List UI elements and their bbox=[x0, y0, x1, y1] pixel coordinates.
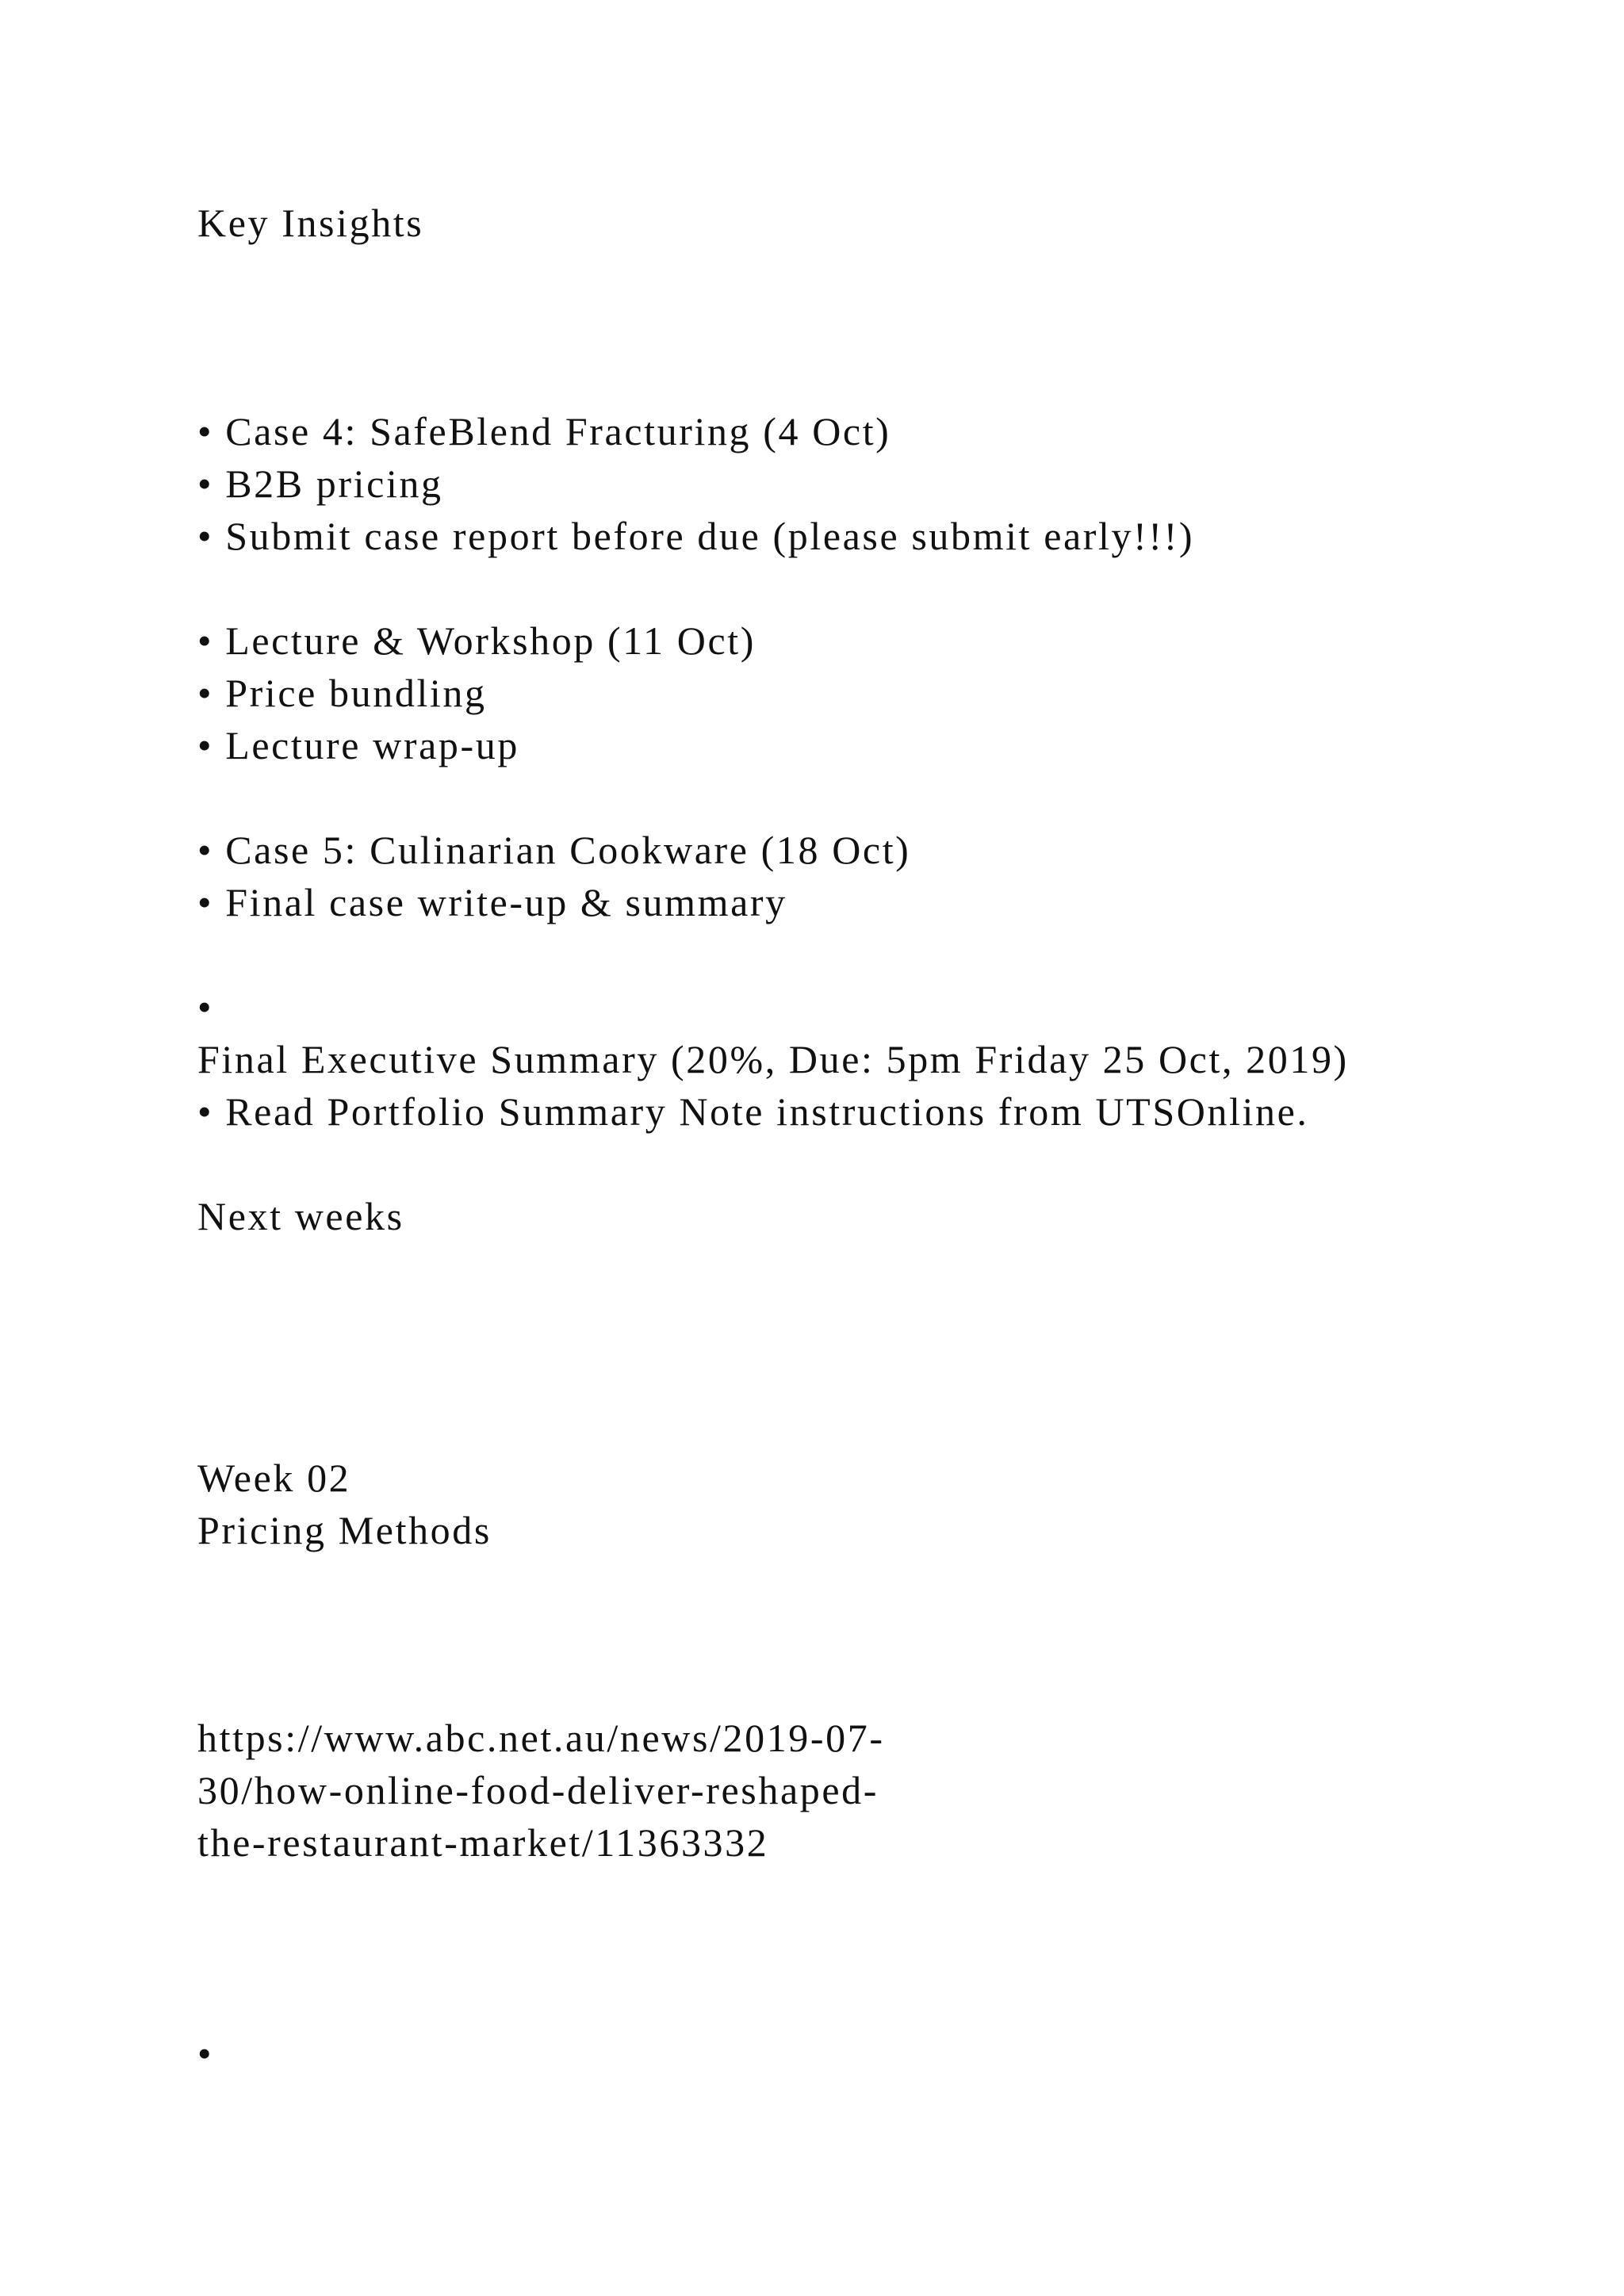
final-executive-summary: Final Executive Summary (20%, Due: 5pm Friday 25 Oct, 2019) bbox=[197, 1037, 1349, 1081]
week-title: Pricing Methods bbox=[197, 1508, 492, 1552]
key-insights-heading: Key Insights bbox=[197, 201, 424, 245]
b2b-pricing-bullet: • B2B pricing bbox=[197, 461, 443, 506]
case5-bullet: • Case 5: Culinarian Cookware (18 Oct) bbox=[197, 828, 911, 872]
lecture-wrapup-bullet: • Lecture wrap-up bbox=[197, 723, 519, 767]
trailing-bullet: • bbox=[197, 2031, 214, 2076]
submit-report-bullet: • Submit case report before due (please submit early!!!) bbox=[197, 514, 1195, 558]
final-writeup-bullet: • Final case write-up & summary bbox=[197, 880, 787, 924]
case4-bullet: • Case 4: SafeBlend Fracturing (4 Oct) bbox=[197, 409, 891, 453]
week-label: Week 02 bbox=[197, 1456, 351, 1500]
next-weeks-label: Next weeks bbox=[197, 1194, 404, 1238]
article-url-line-2: 30/how-online-food-deliver-reshaped- bbox=[197, 1768, 879, 1812]
portfolio-note-bullet: • Read Portfolio Summary Note instructions from UTSOnline. bbox=[197, 1089, 1309, 1134]
article-url-line-3: the-restaurant-market/11363332 bbox=[197, 1820, 769, 1865]
lecture-workshop-bullet: • Lecture & Workshop (11 Oct) bbox=[197, 618, 756, 663]
empty-bullet: • bbox=[197, 985, 214, 1029]
article-url-line-1: https://www.abc.net.au/news/2019-07- bbox=[197, 1716, 885, 1760]
price-bundling-bullet: • Price bundling bbox=[197, 671, 487, 715]
